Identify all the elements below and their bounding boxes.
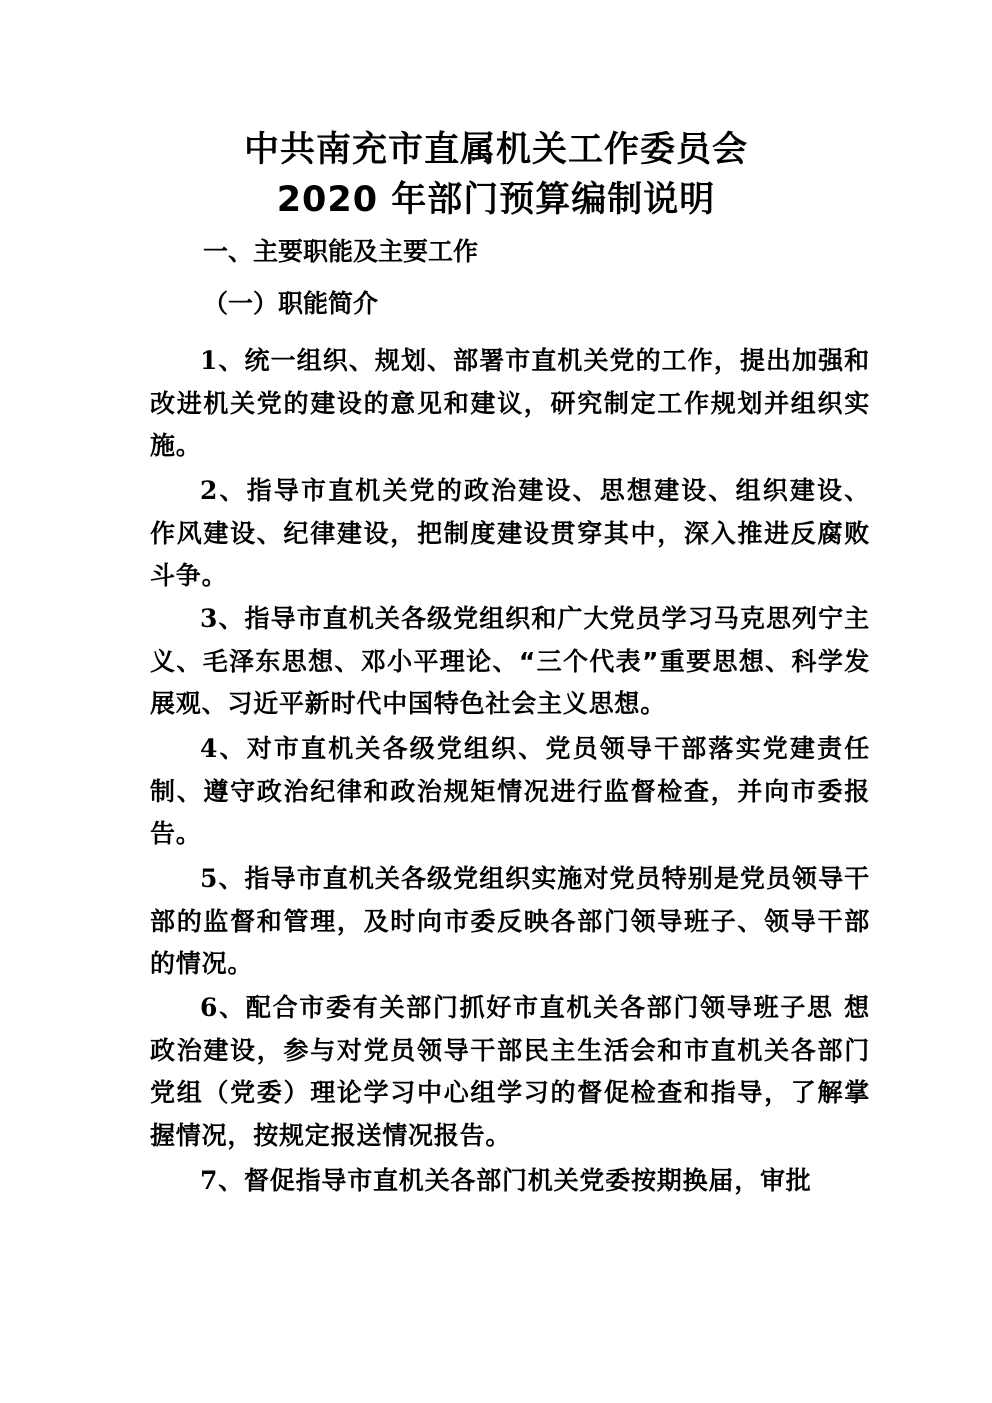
function-item-5	[150, 858, 870, 986]
item-text: 、督促指导市直机关各部门机关党委按期换届，审批	[218, 1166, 812, 1195]
function-item-6	[150, 987, 870, 1157]
item-number: 7	[200, 1166, 219, 1195]
item-number: 3	[200, 604, 219, 633]
function-item-2	[150, 470, 870, 598]
item-text: 、指导市直机关党的政治建设、思想建设、组织建设、 作风建设、纪律建设，把制度建设贯穿其中，深入推进反腐败斗争。	[150, 476, 870, 590]
item-text: 、对市直机关各级党组织、党员领导干部落实党建责任制、遵守政治纪律和政治规矩情况进行监督检查，并向市委报告。	[150, 734, 870, 848]
item-number: 5	[200, 864, 219, 893]
function-item-7	[150, 1160, 870, 1203]
function-item-1	[150, 340, 870, 468]
item-text: 、指导市直机关各级党组织和广大党员学习马克思列宁主义、毛泽东思想、邓小平理论、“三个代表”重要思想、科学发展观、习近平新时代中国特色社会主义思想。	[150, 604, 870, 718]
document-title-line-2: 2020 年部门预算编制说明	[276, 180, 716, 220]
item-text: 、指导市直机关各级党组织实施对党员特别是党员领导干部的监督和管理，及时向市委反映各部门领导班子、领导干部的情况。	[150, 864, 870, 978]
item-number: 6	[200, 993, 219, 1022]
item-number: 4	[200, 734, 219, 763]
item-number: 2	[200, 476, 219, 505]
item-number: 1	[200, 346, 219, 375]
subsection-heading: （一）职能简介	[203, 289, 379, 318]
item-text: 、统一组织、规划、部署市直机关党的工作，提出加强和改进机关党的建设的意见和建议，研究制定工作规划并组织实施。	[150, 346, 870, 460]
function-item-3	[150, 598, 870, 726]
section-heading: 一、主要职能及主要工作	[203, 237, 479, 266]
item-text: 、配合市委有关部门抓好市直机关各部门领导班子思 想政治建设，参与对党员领导干部民主生活会和市直机关各部门党组（党委）理论学习中心组学习的督促检查和指导，了解掌握情况，按规定报送情况报告。	[150, 993, 870, 1150]
function-item-4	[150, 728, 870, 856]
document-title-line-1: 中共南充市直属机关工作委员会	[243, 130, 748, 170]
